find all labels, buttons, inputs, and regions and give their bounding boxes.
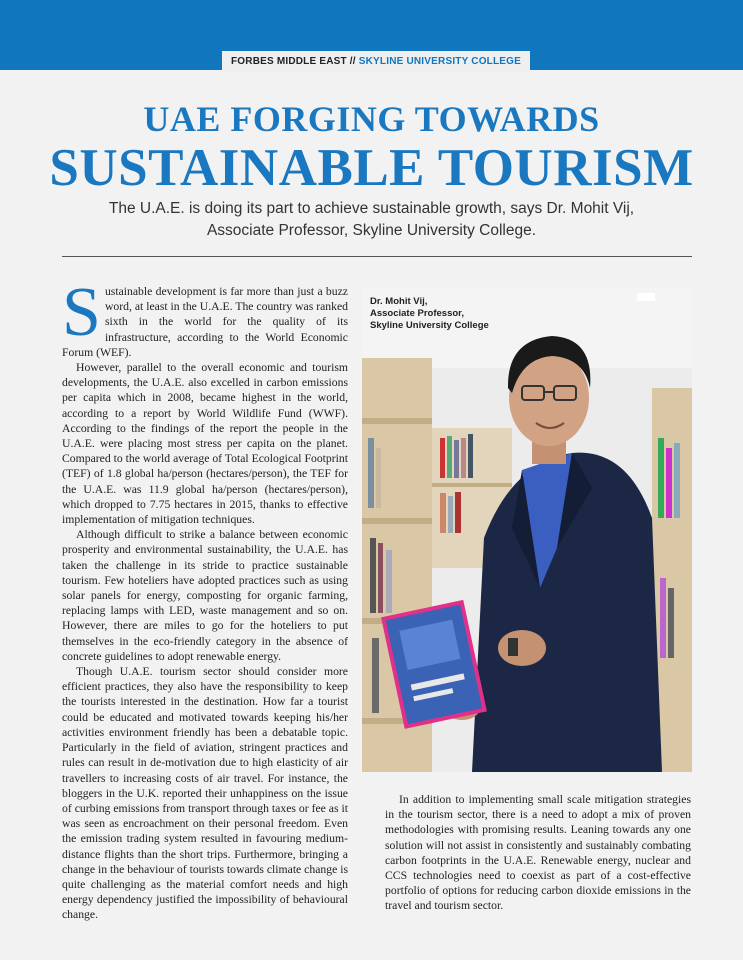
column-name: SKYLINE UNIVERSITY COLLEGE — [358, 56, 522, 67]
article-paragraph-5: In addition to implementing small scale mitigation strategies in the tourism sector, there is a need to adopt a mix of proven methodologies with promising results. Leaning towards any one solution will not assist in consistently and sustainably combating carbon footprints in the U.A.E. Renewable energy, nuclear and CCS technologies need to coexist as part of a cost-effective portfolio of options for reducing carbon dioxide emissions in the travel and tourism sector. — [385, 793, 691, 913]
standfirst-line-1: The U.A.E. is doing its part to achieve sustainable growth, says Dr. Mohit Vij, — [108, 200, 635, 217]
portrait-photo — [362, 288, 692, 772]
headline-line-1: UAE FORGING TOWARDS — [143, 99, 600, 139]
article-column-right — [385, 792, 691, 914]
section-header-tab — [222, 51, 530, 72]
paragraph-1-text: ustainable development is far more than just a buzz word, at least in the U.A.E. The country was ranked sixth in the world for the quality of its infrastructure, according to the World Economic Forum (WEF). — [62, 285, 348, 359]
headline-line-2: SUSTAINABLE TOURISM — [49, 139, 694, 197]
article-paragraph-2: However, parallel to the overall economic and tourism developments, the U.A.E. also excelled in carbon emissions per capita which in 2008, became highest in the world, according to a report by World Wildlife Fund (WWF). According to the findings of the report the people in the U.A.E. were placing most stress per capita on the planet. Compared to the world average of Total Ecological Footprint (TEF) of 1.8 global ha/person (hectares/person), the TEF for the U.A.E. was 11.9 global ha/person (hectares/person), which dropped to 7.75 hectares in 2015, thanks to effective implementation of mitigation techniques. — [62, 361, 348, 527]
photo-caption — [370, 296, 489, 332]
portrait-illustration — [362, 288, 692, 772]
article-column-left — [62, 274, 348, 923]
caption-title: Associate Professor, — [370, 308, 464, 319]
article-paragraph-4: Though U.A.E. tourism sector should consider more efficient practices, they also have the responsibility to keep the tourists interested in the destination. How far a tourist could be educated and motivated towards keeping his/her activities environment friendly has been a debatable topic. Particularly in the field of aviation, stringent practices and rules can result in de-motivation due to high elasticity of air travellers to increasing costs of air travel. For instance, the bloggers in the U.K. reported their unhappiness on the issue of curbing emissions from transport through taxes or fee as it was seen as encroachment on their personal freedom. Even the emission trading system resulted in favouring medium-distance flights than the short trips. Furthermore, bringing a change in the behaviour of tourists towards climate change is quite challenging as the material comfort needs and high energy dependency justified the impossibility of behavioural change. — [62, 665, 348, 922]
caption-organization: Skyline University College — [370, 320, 489, 331]
caption-name: Dr. Mohit Vij, — [370, 296, 428, 307]
headline-divider — [62, 256, 692, 257]
header-separator: // — [349, 56, 356, 67]
standfirst — [60, 198, 683, 242]
article-paragraph-1 — [62, 274, 348, 360]
publication-name: FORBES MIDDLE EAST — [230, 56, 347, 67]
drop-cap: S — [62, 274, 101, 351]
standfirst-line-2: Associate Professor, Skyline University College. — [206, 222, 537, 239]
article-paragraph-3: Although difficult to strike a balance between economic prosperity and environmental sustainability, the U.A.E. has taken the challenge in its stride to practice sustainable tourism. Few hoteliers have adopted practices such as using solar panels for energy, composting for organic farming, replacing lamps with LED, waste management and so on. However, there are miles to go for the hoteliers to put themselves in the eco-friendly category in the absence of concrete guidelines to adopt renewable energy. — [62, 528, 348, 663]
